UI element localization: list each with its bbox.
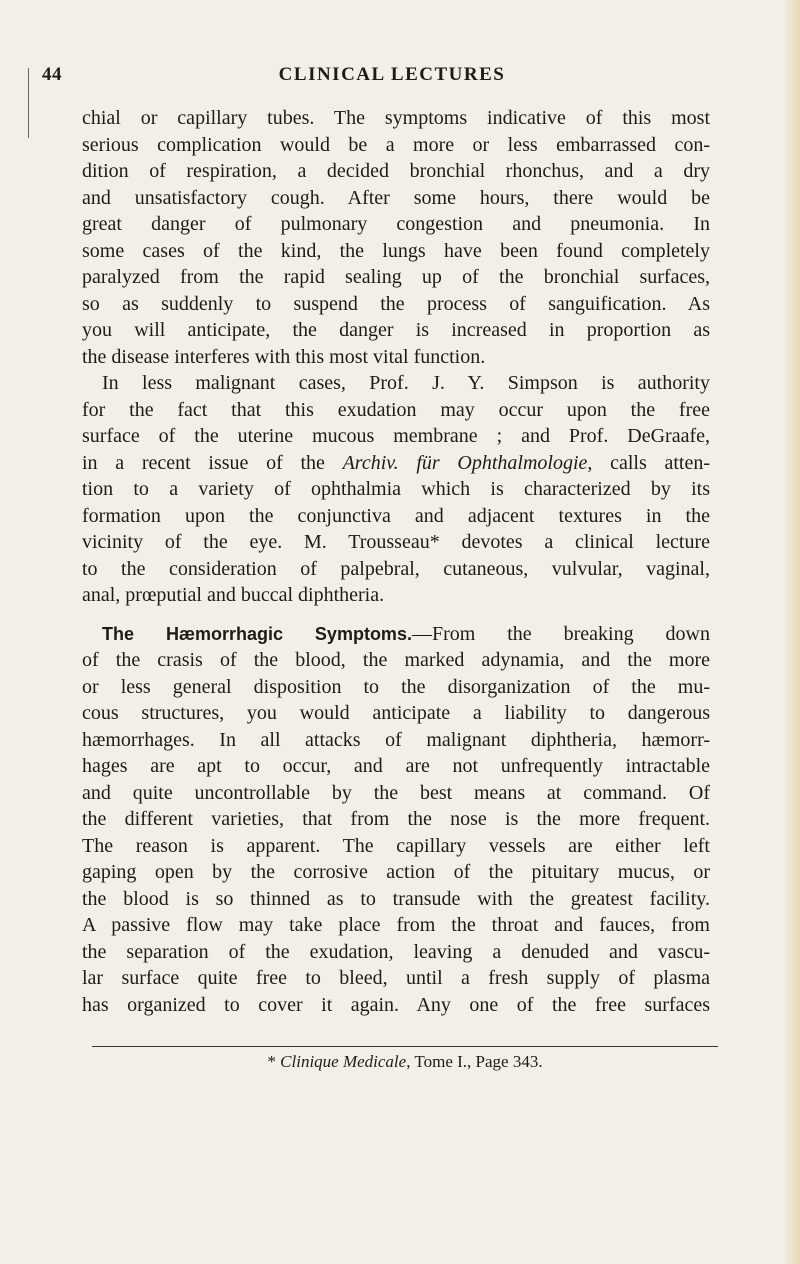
text-line <box>82 621 710 648</box>
text-line: for the fact that this exudation may occur upon the free <box>82 398 710 421</box>
text-line: In less malignant cases, Prof. J. Y. Simpson is authority <box>102 372 710 394</box>
text-line: so as suddenly to suspend the process of sanguification. As <box>82 292 710 315</box>
journal-title: Archiv. für Ophthalmologie <box>342 451 588 474</box>
text-line: gaping open by the corrosive action of the pituitary mucus, or <box>82 861 710 883</box>
paragraph-2 <box>82 370 710 609</box>
footnote-rule <box>92 1046 718 1047</box>
body-text <box>82 105 710 1018</box>
text-line: serious complication would be a more or less embarrassed con- <box>82 133 710 156</box>
page-number: 44 <box>42 64 62 85</box>
footnote-source: Clinique Medicale <box>280 1052 407 1071</box>
text-line: dition of respiration, a decided bronchial rhonchus, and a dry <box>82 160 710 182</box>
page-header <box>42 64 742 94</box>
text-run: in a recent issue of the <box>82 451 343 474</box>
text-line: the disease interferes with this most vital function. <box>82 345 486 368</box>
text-line: lar surface quite free to bleed, until a fresh supply of plasma <box>82 967 710 989</box>
text-line: formation upon the conjunctiva and adjacent textures in the <box>82 504 710 527</box>
footnote <box>92 1052 718 1072</box>
paragraph-gap <box>82 609 710 621</box>
text-line: tion to a variety of ophthalmia which is characterized by its <box>82 478 710 500</box>
text-line: you will anticipate, the danger is increased in proportion as <box>82 319 710 341</box>
text-line: of the crasis of the blood, the marked adynamia, and the more <box>82 649 710 671</box>
text-line: The reason is apparent. The capillary vessels are either left <box>82 834 710 857</box>
text-line: the separation of the exudation, leaving a denuded and vascu- <box>82 940 710 963</box>
text-line: cous structures, you would anticipate a liability to dangerous <box>82 702 710 724</box>
text-line: surface of the uterine mucous membrane ; and Prof. DeGraafe, <box>82 425 710 447</box>
text-line: and unsatisfactory cough. After some hours, there would be <box>82 186 710 209</box>
text-line: vicinity of the eye. M. Trousseau* devotes a clinical lecture <box>82 531 710 553</box>
footnote-marker: * <box>267 1052 281 1071</box>
paragraph-3 <box>82 621 710 1019</box>
text-run: —From the breaking down <box>411 622 710 645</box>
text-line: anal, prœputial and buccal diphtheria. <box>82 584 385 606</box>
text-line: paralyzed from the rapid sealing up of the bronchial surfaces, <box>82 266 710 288</box>
page-edge <box>786 0 800 1264</box>
text-run: , calls atten- <box>587 451 711 474</box>
text-line: to the consideration of palpebral, cutaneous, vulvular, vaginal, <box>82 557 710 580</box>
footnote-citation: , Tome I., Page 343. <box>406 1052 543 1071</box>
paragraph-1 <box>82 105 710 370</box>
margin-rule <box>28 68 29 138</box>
text-line: A passive flow may take place from the throat and fauces, from <box>82 914 710 936</box>
text-line: hages are apt to occur, and are not unfrequently intractable <box>82 755 710 777</box>
text-line: the different varieties, that from the nose is the more frequent. <box>82 808 710 830</box>
text-line: chial or capillary tubes. The symptoms indicative of this most <box>82 107 710 129</box>
text-line: some cases of the kind, the lungs have been found completely <box>82 239 710 262</box>
text-line: or less general disposition to the disorganization of the mu- <box>82 675 710 698</box>
text-line: the blood is so thinned as to transude with the greatest facility. <box>82 887 710 910</box>
section-heading: The Hæmorrhagic Symptoms. <box>102 623 412 644</box>
text-line: and quite uncontrollable by the best means at command. Of <box>82 781 710 804</box>
text-line: hæmorrhages. In all attacks of malignant diphtheria, hæmorr- <box>82 728 710 751</box>
text-line <box>82 450 710 477</box>
text-line: great danger of pulmonary congestion and pneumonia. In <box>82 213 710 235</box>
text-line: has organized to cover it again. Any one of the free surfaces <box>82 993 710 1016</box>
running-title: CLINICAL LECTURES <box>278 64 506 85</box>
